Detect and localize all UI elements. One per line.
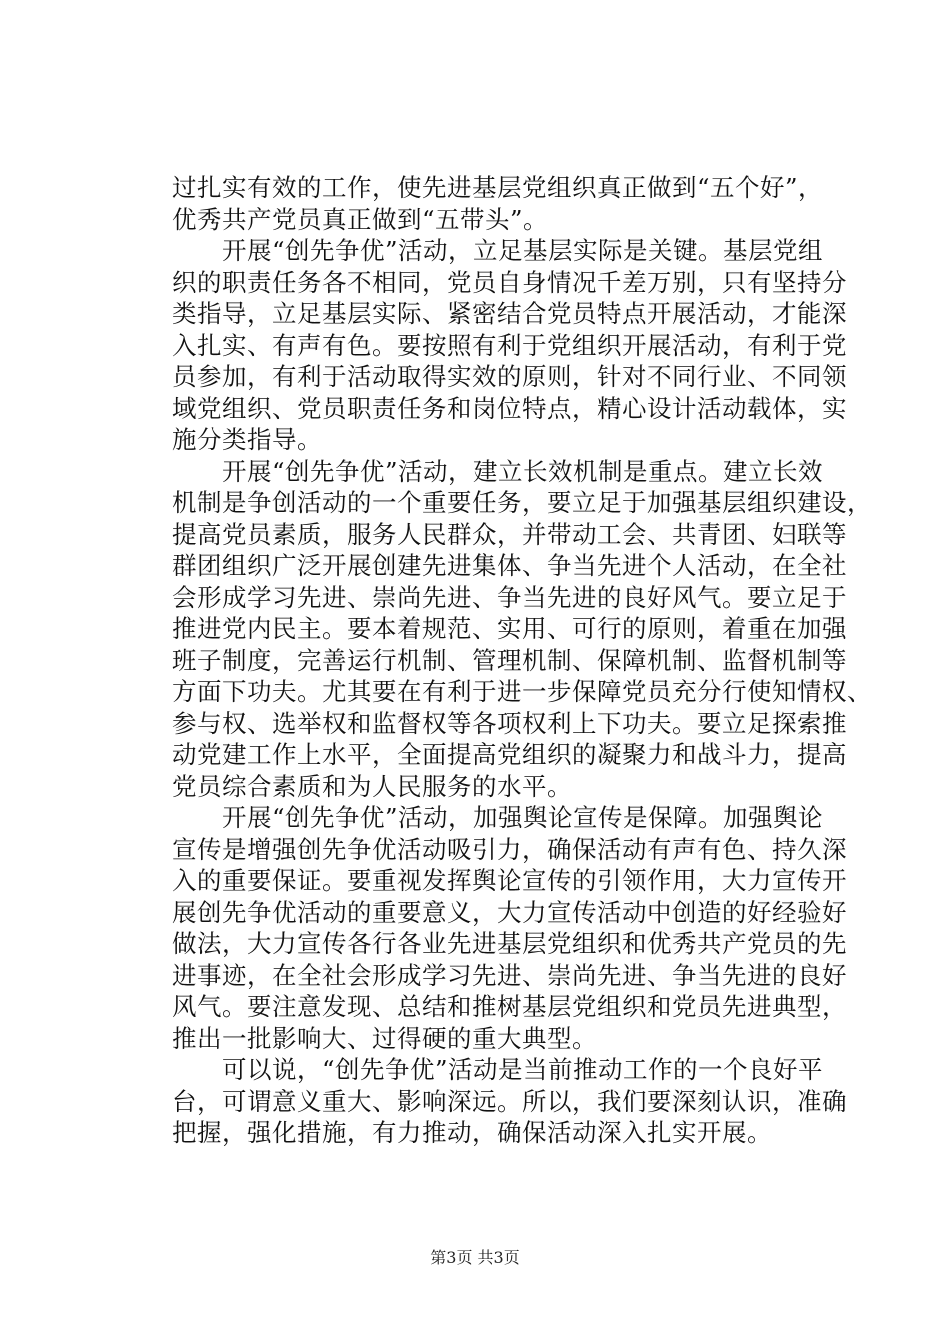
- text-line: 员参加，有利于活动取得实效的原则，针对不同行业、不同领: [172, 362, 847, 391]
- text-line: 机制是争创活动的一个重要任务，要立足于加强基层组织建设，: [172, 488, 872, 517]
- text-line: 参与权、选举权和监督权等各项权利上下功夫。要立足探索推: [172, 708, 847, 738]
- text-line: 开展“创先争优”活动，建立长效机制是重点。建立长效: [172, 456, 824, 486]
- text-line: 织的职责任务各不相同，党员自身情况千差万别，只有坚持分: [172, 267, 847, 297]
- text-line: 推出一批影响大、过得硬的重大典型。: [172, 1023, 597, 1053]
- text-line: 把握，强化措施，有力推动，确保活动深入扎实开展。: [172, 1118, 772, 1147]
- text-line: 宣传是增强创先争优活动吸引力，确保活动有声有色、持久深: [172, 834, 847, 864]
- text-line: 推进党内民主。要本着规范、实用、可行的原则，着重在加强: [172, 614, 847, 643]
- text-line: 台，可谓意义重大、影响深远。所以，我们要深刻认识，准确: [172, 1086, 847, 1116]
- text-line: 入的重要保证。要重视发挥舆论宣传的引领作用，大力宣传开: [172, 866, 847, 895]
- text-line: 域党组织、党员职责任务和岗位特点，精心设计活动载体，实: [172, 393, 847, 423]
- text-line: 会形成学习先进、崇尚先进、争当先进的良好风气。要立足于: [172, 582, 847, 612]
- text-line: 类指导，立足基层实际、紧密结合党员特点开展活动，才能深: [172, 299, 847, 328]
- text-line: 过扎实有效的工作，使先进基层党组织真正做到“五个好”，: [172, 173, 824, 202]
- text-line: 做法，大力宣传各行各业先进基层党组织和优秀共产党员的先: [172, 929, 847, 958]
- text-line: 风气。要注意发现、总结和推树基层党组织和党员先进典型，: [172, 992, 847, 1021]
- text-line: 开展“创先争优”活动，立足基层实际是关键。基层党组: [172, 236, 824, 265]
- text-line: 动党建工作上水平，全面提高党组织的凝聚力和战斗力，提高: [172, 740, 847, 769]
- text-line: 施分类指导。: [172, 425, 322, 454]
- body-text: [172, 172, 892, 1149]
- text-line: 进事迹，在全社会形成学习先进、崇尚先进、争当先进的良好: [172, 960, 847, 990]
- text-line: 开展“创先争优”活动，加强舆论宣传是保障。加强舆论: [172, 803, 824, 832]
- text-line: 提高党员素质，服务人民群众，并带动工会、共青团、妇联等: [172, 519, 847, 549]
- text-line: 班子制度，完善运行机制、管理机制、保障机制、监督机制等: [172, 645, 847, 675]
- text-line: 方面下功夫。尤其要在有利于进一步保障党员充分行使知情权、: [172, 677, 872, 706]
- text-line: 优秀共产党员真正做到“五带头”。: [172, 204, 549, 234]
- text-line: 入扎实、有声有色。要按照有利于党组织开展活动，有利于党: [172, 330, 847, 360]
- text-line: 党员综合素质和为人民服务的水平。: [172, 771, 572, 801]
- text-line: 展创先争优活动的重要意义，大力宣传活动中创造的好经验好: [172, 897, 847, 927]
- text-line: 群团组织广泛开展创建先进集体、争当先进个人活动，在全社: [172, 551, 847, 580]
- text-line: 可以说，“创先争优”活动是当前推动工作的一个良好平: [172, 1055, 824, 1084]
- page-number-footer: 第3页 共3页: [430, 1248, 520, 1267]
